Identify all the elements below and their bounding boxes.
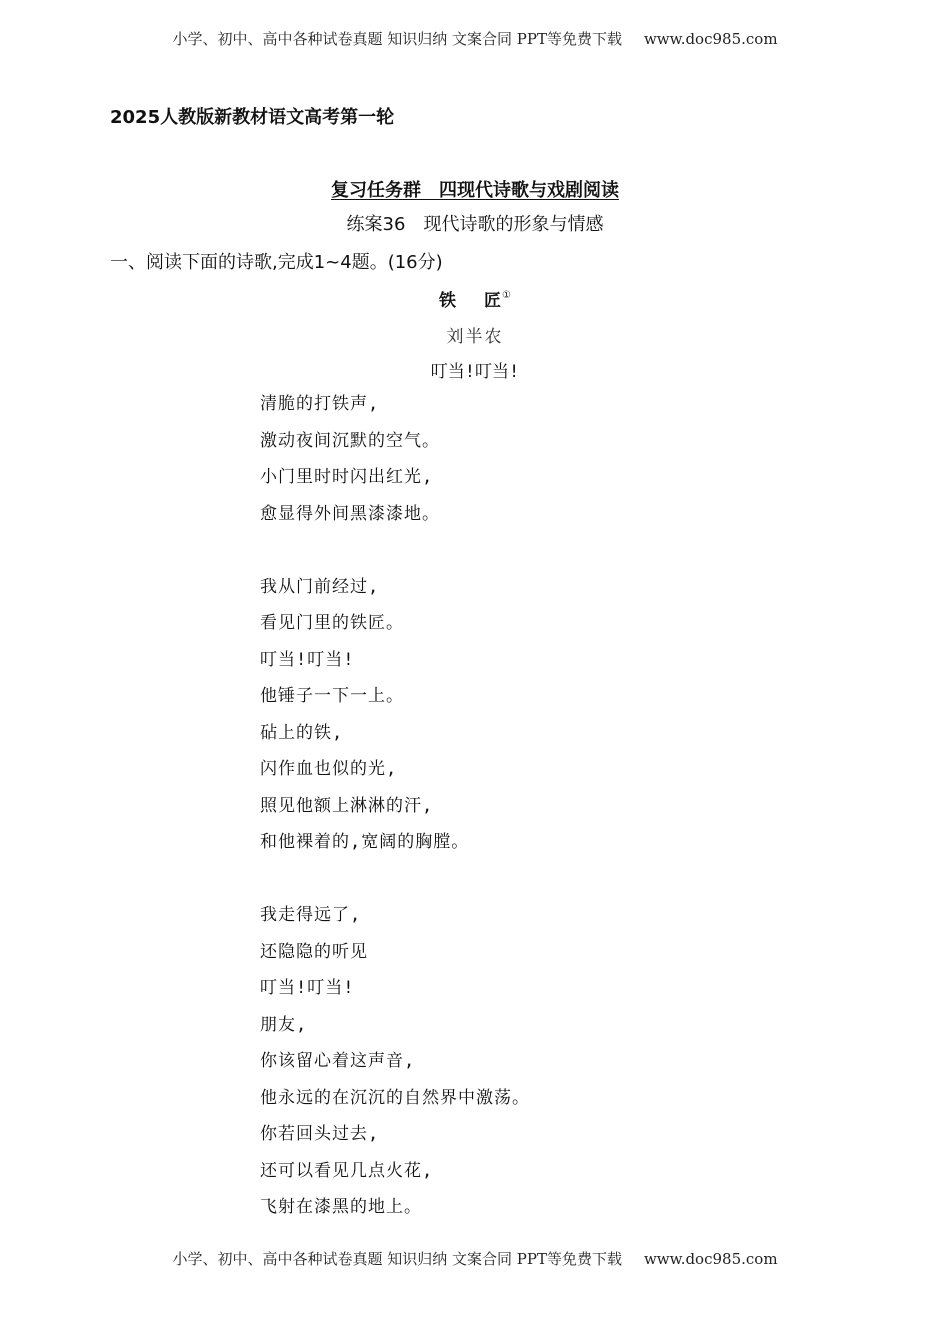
poem-line: 他锤子一下一上。: [260, 686, 404, 706]
section-title-text: 复习任务群 四现代诗歌与戏剧阅读: [331, 180, 619, 201]
page-header: [0, 28, 950, 49]
exercise-title: 练案36 现代诗歌的形象与情感: [346, 214, 604, 235]
poem-line: 叮当!叮当!: [260, 649, 355, 670]
poem-line: 和他裸着的,宽阔的胸膛。: [260, 832, 470, 852]
poem-line: 砧上的铁,: [260, 722, 344, 743]
poem-title: [0, 286, 950, 311]
document-title: 2025人教版新教材语文高考第一轮: [110, 107, 395, 128]
poem-body: [260, 392, 530, 1232]
poem-opening-line: 叮当!叮当!: [430, 362, 520, 382]
poem-line: 我走得远了,: [260, 905, 362, 925]
poem-line: 他永远的在沉沉的自然界中激荡。: [260, 1087, 530, 1108]
poem-line: 看见门里的铁匠。: [260, 613, 404, 633]
poem-line: 闪作血也似的光,: [260, 759, 398, 779]
poem-line: 飞射在漆黑的地上。: [260, 1197, 422, 1217]
poem-line: 我从门前经过,: [260, 576, 380, 597]
footer-site-link[interactable]: www.doc985.com: [643, 1250, 778, 1268]
poem-author: 刘半农: [446, 327, 504, 347]
poem-title-part1: 铁: [439, 291, 457, 311]
poem-line: 照见他额上淋淋的汗,: [260, 795, 434, 816]
footnote-mark: ①: [502, 290, 511, 301]
section-title: [0, 176, 950, 202]
poem-line: 你该留心着这声音,: [260, 1051, 416, 1071]
poem-line: 叮当!叮当!: [260, 978, 355, 998]
header-text: 小学、初中、高中各种试卷真题 知识归纳 文案合同 PPT等免费下载: [172, 30, 622, 48]
poem-line: 还隐隐的听见: [260, 941, 368, 962]
poem-line: 你若回头过去,: [260, 1124, 380, 1144]
poem-line: 愈显得外间黑漆漆地。: [260, 503, 440, 524]
stanza-gap: [260, 867, 530, 904]
header-site-link[interactable]: www.doc985.com: [643, 30, 778, 48]
poem-line: 朋友,: [260, 1014, 308, 1035]
question-instruction: 一、阅读下面的诗歌,完成1~4题。(16分): [110, 252, 443, 273]
poem-title-part2: 匠: [484, 291, 502, 311]
footer-text: 小学、初中、高中各种试卷真题 知识归纳 文案合同 PPT等免费下载: [172, 1250, 622, 1268]
poem-line: 还可以看见几点火花,: [260, 1160, 434, 1181]
poem-line: 激动夜间沉默的空气。: [260, 430, 440, 451]
poem-line: 清脆的打铁声,: [260, 394, 380, 414]
stanza-gap: [260, 538, 530, 575]
page-footer: [0, 1248, 950, 1269]
poem-line: 小门里时时闪出红光,: [260, 467, 434, 487]
